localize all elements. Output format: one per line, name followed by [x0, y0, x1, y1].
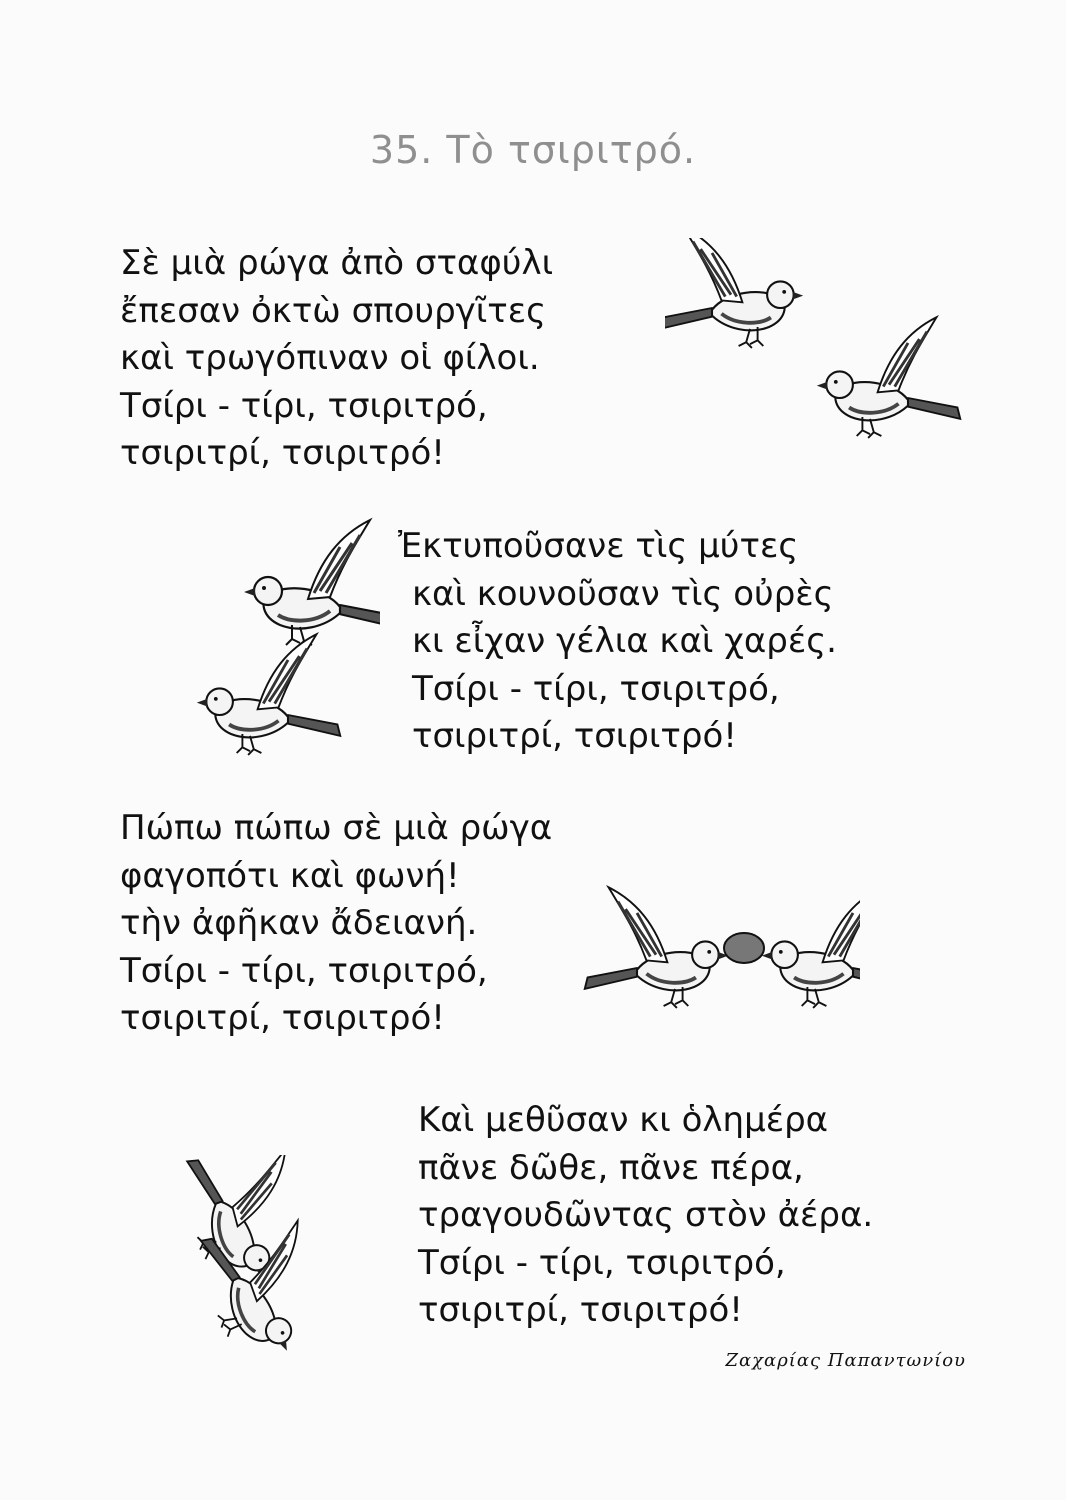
birds-sharing-grape-illustration — [580, 868, 860, 1058]
stanza-line: καὶ κουνοῦσαν τὶς οὐρὲς — [412, 573, 834, 614]
author-signature: Ζαχαρίας Παπαντωνίου — [725, 1350, 966, 1371]
birds-pair-illustration — [665, 238, 965, 448]
stanza-2 — [398, 523, 837, 761]
birds-pair-illustration — [140, 1155, 360, 1385]
stanza-line: τσιριτρί, τσιριτρό! — [412, 716, 737, 756]
stanza-line: καὶ τρωγόπιναν οἱ φίλοι. — [120, 338, 540, 378]
stanza-line: Ἐκτυποῦσανε τὶς μύτες — [398, 526, 799, 566]
stanza-line: πᾶνε δῶθε, πᾶνε πέρα, — [418, 1147, 804, 1188]
stanza-line: Τσίρι - τίρι, τσιριτρό, — [412, 668, 780, 709]
page-title: 35. Τὸ τσιριτρό. — [369, 128, 697, 172]
stanza-line: τσιριτρί, τσιριτρό! — [418, 1290, 743, 1330]
stanza-line: Σὲ μιὰ ρώγα ἀπὸ σταφύλι — [120, 243, 554, 283]
birds-pair-illustration — [100, 510, 380, 770]
stanza-line: Τσίρι - τίρι, τσιριτρό, — [120, 385, 488, 426]
stanza-line: τραγουδῶντας στὸν ἀέρα. — [418, 1195, 874, 1235]
stanza-3 — [120, 805, 552, 1043]
stanza-line: Τσίρι - τίρι, τσιριτρό, — [120, 950, 488, 991]
stanza-1 — [120, 240, 553, 478]
stanza-4 — [418, 1097, 873, 1335]
stanza-line: τσιριτρί, τσιριτρό! — [120, 998, 445, 1038]
stanza-line: τὴν ἀφῆκαν ἄδειανή. — [120, 903, 478, 943]
stanza-line: φαγοπότι καὶ φωνή! — [120, 855, 460, 896]
stanza-line: Τσίρι - τίρι, τσιριτρό, — [418, 1242, 786, 1283]
stanza-line: Πώπω πώπω σὲ μιὰ ρώγα — [120, 808, 553, 848]
stanza-line: κι εἶχαν γέλια καὶ χαρές. — [412, 621, 837, 661]
stanza-line: Καὶ μεθῦσαν κι ὁλημέρα — [418, 1100, 829, 1140]
stanza-line: τσιριτρί, τσιριτρό! — [120, 433, 445, 473]
stanza-line: ἔπεσαν ὀκτὼ σπουργῖτες — [120, 290, 547, 331]
